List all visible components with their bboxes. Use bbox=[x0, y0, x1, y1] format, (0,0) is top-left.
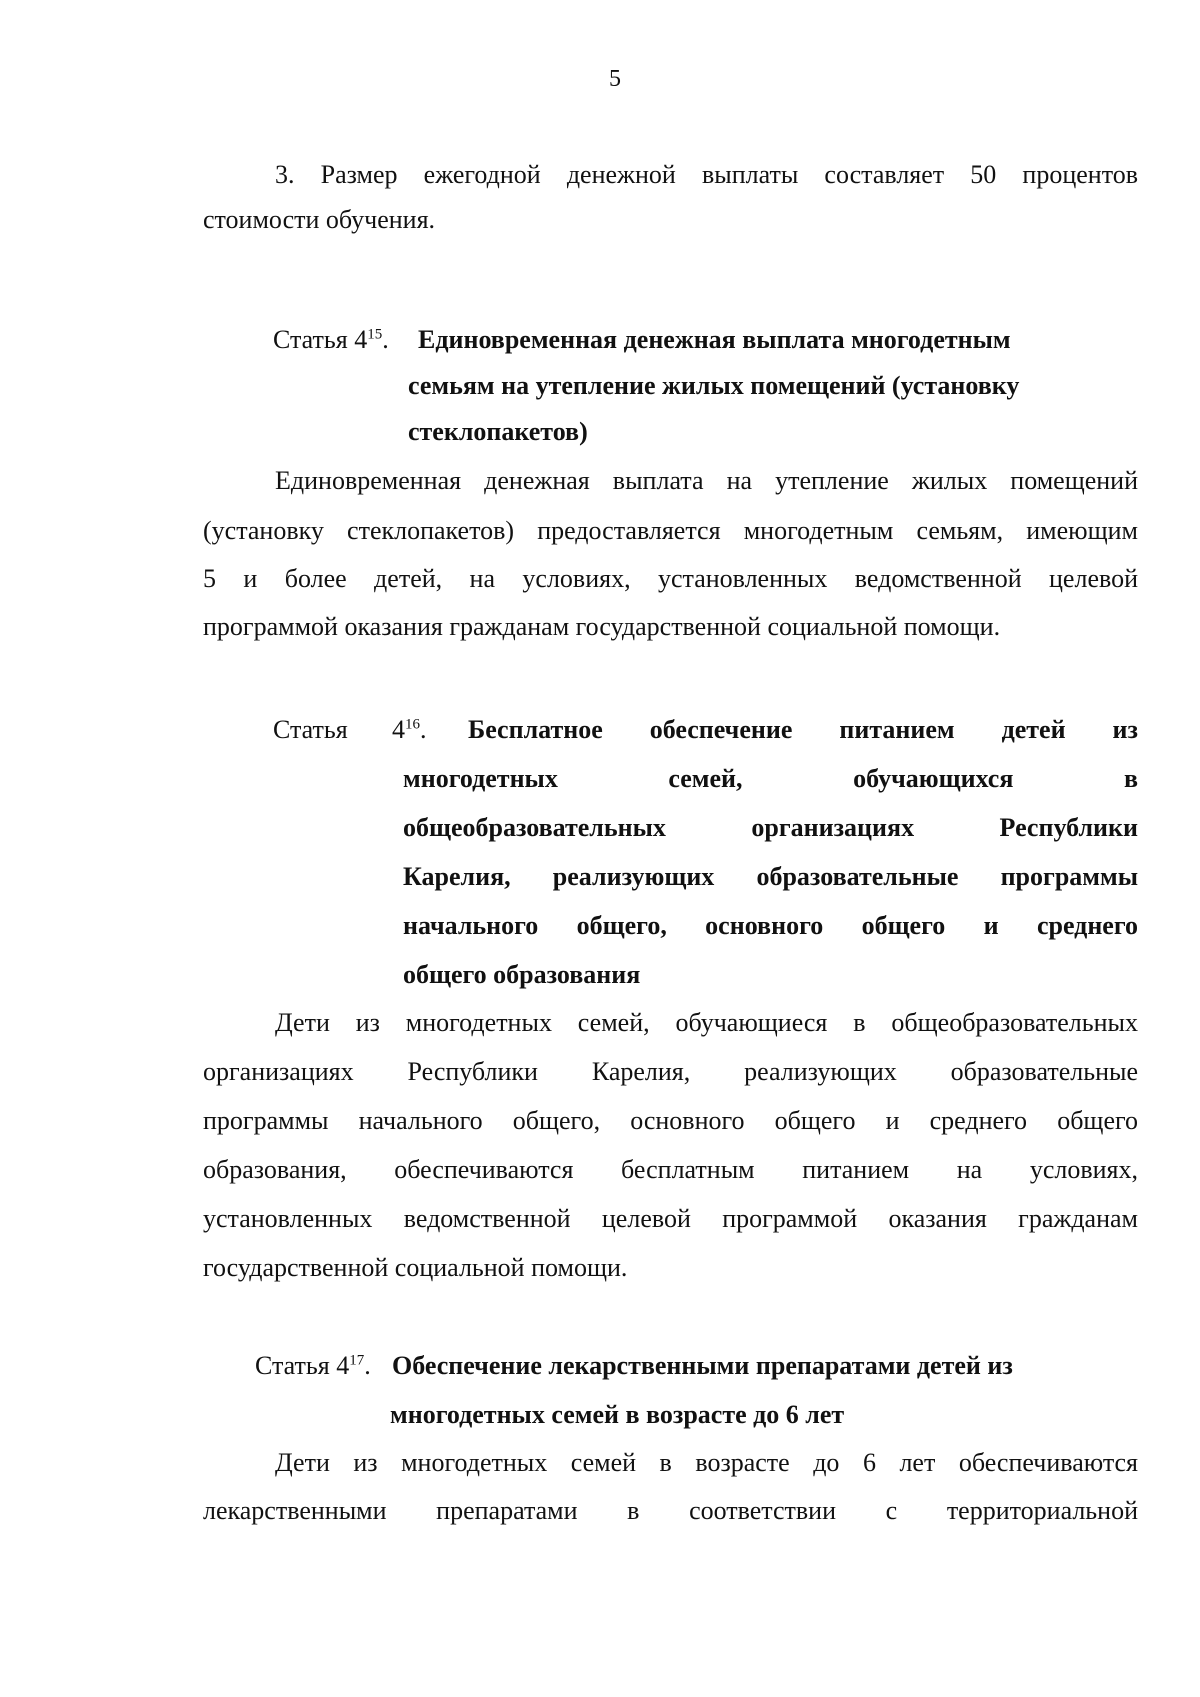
article-4-15-title-line-3: стеклопакетов) bbox=[408, 417, 588, 446]
article-4-16-body-line-3: программы начального общего, основного общего и среднего общего bbox=[203, 1106, 1138, 1135]
article-4-16-body-line-4: образования, обеспечиваются бесплатным питанием на условиях, bbox=[203, 1155, 1138, 1184]
article-4-16-title-line-4: Карелия, реализующих образовательные программы bbox=[403, 862, 1138, 891]
article-4-16-title-line-5: начального общего, основного общего и среднего bbox=[403, 911, 1138, 940]
article-4-15-body-line-4: программой оказания гражданам государственной социальной помощи. bbox=[203, 612, 1001, 641]
article-4-17-body-line-1: Дети из многодетных семей в возрасте до 6 лет обеспечиваются bbox=[275, 1448, 1138, 1477]
article-4-16-title-line-2: многодетных семей, обучающихся в bbox=[403, 764, 1138, 793]
article-4-16-body-line-1: Дети из многодетных семей, обучающиеся в общеобразовательных bbox=[275, 1008, 1138, 1037]
article-4-17-title-line-1: Обеспечение лекарственными препаратами детей из bbox=[392, 1351, 1013, 1380]
article-4-15-body-line-3: 5 и более детей, на условиях, установленных ведомственной целевой bbox=[203, 564, 1138, 593]
article-4-17-label: Статья $4^{17}$. bbox=[255, 1351, 371, 1380]
article-4-17-body-line-2: лекарственными препаратами в соответствии с территориальной bbox=[203, 1496, 1138, 1525]
article-4-16-title-line-6: общего образования bbox=[403, 960, 641, 989]
paragraph-3-line-2: стоимости обучения. bbox=[203, 205, 436, 234]
article-4-15-title-line-1: Единовременная денежная выплата многодетным bbox=[418, 325, 1011, 354]
article-4-16-title-line-1: Бесплатное обеспечение питанием детей из bbox=[468, 715, 1138, 744]
article-4-16-title-line-3: общеобразовательных организациях Республики bbox=[403, 813, 1138, 842]
article-4-16-body-line-5: установленных ведомственной целевой программой оказания гражданам bbox=[203, 1204, 1138, 1233]
article-4-16-body-line-2: организациях Республики Карелия, реализующих образовательные bbox=[203, 1057, 1138, 1086]
article-4-16-number: $4^{16}$. bbox=[392, 715, 427, 744]
page-number: 5 bbox=[609, 66, 621, 92]
article-4-17-title-line-2: многодетных семей в возрасте до 6 лет bbox=[390, 1400, 845, 1429]
article-4-15-body-line-2: (установку стеклопакетов) предоставляется многодетным семьям, имеющим bbox=[203, 516, 1138, 545]
article-4-15-body-line-1: Единовременная денежная выплата на утепление жилых помещений bbox=[275, 466, 1138, 495]
article-4-15-title-line-2: семьям на утепление жилых помещений (установку bbox=[408, 371, 1020, 400]
article-4-16-body-line-6: государственной социальной помощи. bbox=[203, 1253, 628, 1282]
article-4-16-label: Статья bbox=[273, 715, 348, 744]
article-4-15-label: Статья $4^{15}$. bbox=[273, 325, 389, 354]
paragraph-3-line-1: 3. Размер ежегодной денежной выплаты составляет 50 процентов bbox=[275, 160, 1138, 189]
